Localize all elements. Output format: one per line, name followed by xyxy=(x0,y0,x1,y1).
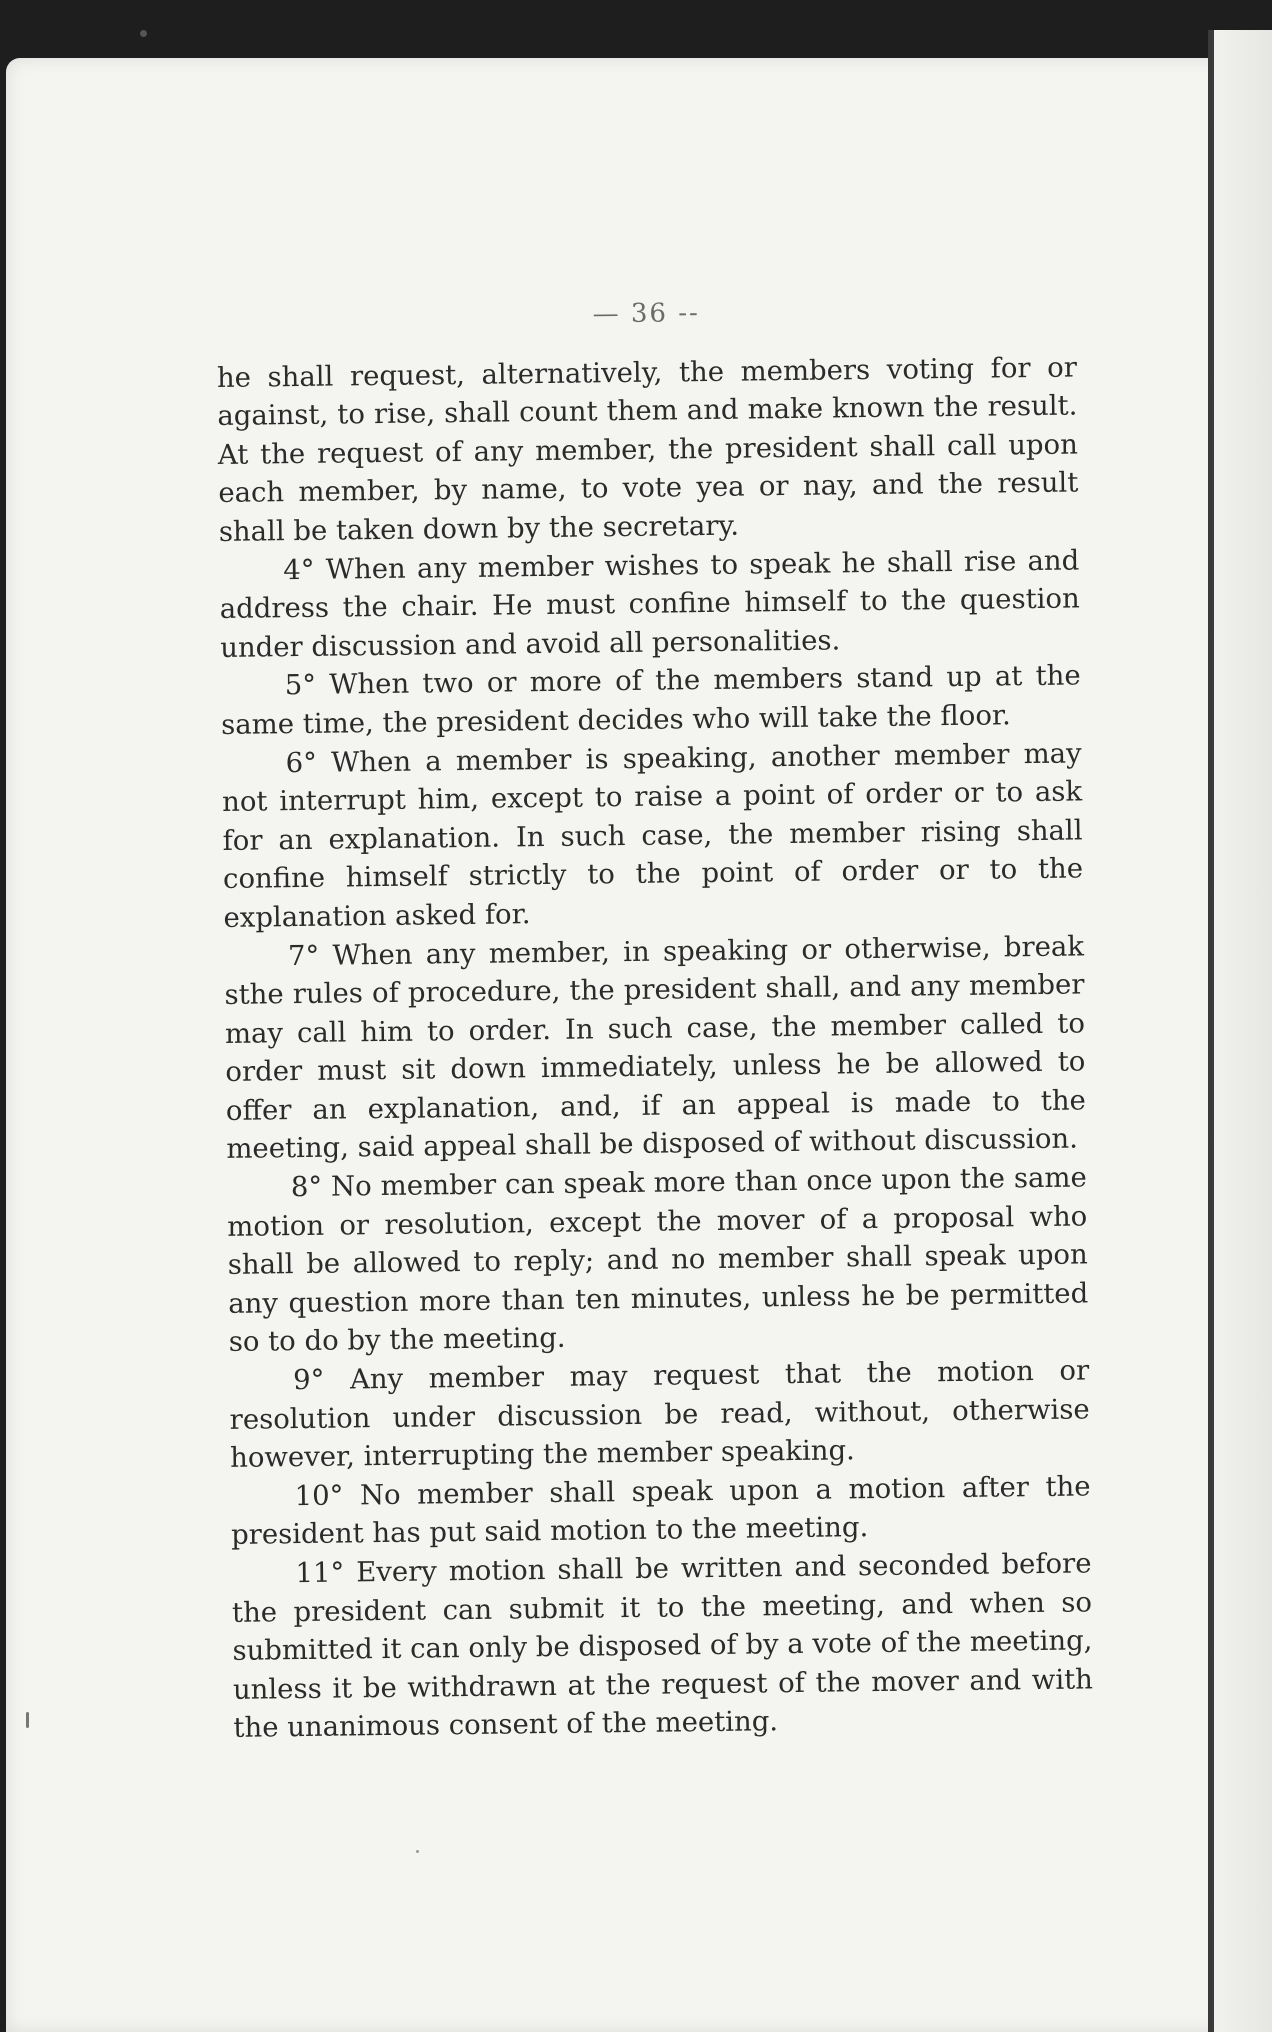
adjacent-page-edge xyxy=(1214,30,1272,2032)
paragraph-rule-6: 6° When a member is speaking, another member may not interrupt him, except to raise a point of order or to ask for an explanation. In such case, the member rising shall confine himself strictly to the point of order or to the explanation asked for. xyxy=(221,736,1084,934)
paragraph-rule-9: 9° Any member may request that the motion or resolution under discussion be read, without, otherwise however, interrupting the member speaking. xyxy=(229,1354,1090,1475)
dust-speck xyxy=(26,1712,29,1728)
dust-speck xyxy=(140,30,147,37)
paragraph-continued: he shall request, alternatively, the members voting for or against, to rise, shall count them and make known the result. At the request of any member, the president shall call upon each member, by name, to vote yea or nay, and the result shall be taken down by the secretary. xyxy=(216,351,1079,548)
paragraph-rule-11: 11° Every motion shall be written and seconded before the president can submit it to the meeting, and when so submitted it can only be disposed of by a vote of the meeting, unless it be withdrawn at the request of the mover and with the unanimous consent of the meeting. xyxy=(231,1547,1094,1745)
dust-speck xyxy=(416,1850,419,1853)
paragraph-rule-4: 4° When any member wishes to speak he shall rise and address the chair. He must confine himself to the question under discussion and avoid all personalities. xyxy=(219,544,1080,664)
paragraph-rule-10: 10° No member shall speak upon a motion after the president has put said motion to the meeting. xyxy=(230,1470,1091,1552)
paragraph-rule-8: 8° No member can speak more than once upon the same motion or resolution, except the mover of a proposal who shall be allowed to reply; and no member shall speak upon any question more than ten minutes, unless he be permitted so to do by the meeting. xyxy=(227,1161,1089,1359)
page-text xyxy=(216,289,1094,1747)
paragraph-rule-7: 7° When any member, in speaking or otherwise, break sthe rules of procedure, the president shall, and any member may call him to order. In such case, the member called to order must sit down immediately, unless he be allowed to offer an explanation, and, if an appeal is made to the meeting, said appeal shall be disposed of without discussion. xyxy=(224,929,1087,1166)
paragraph-rule-5: 5° When two or more of the members stand up at the same time, the president decides who will take the floor. xyxy=(220,659,1081,741)
page-number: — 36 -- xyxy=(592,298,700,330)
